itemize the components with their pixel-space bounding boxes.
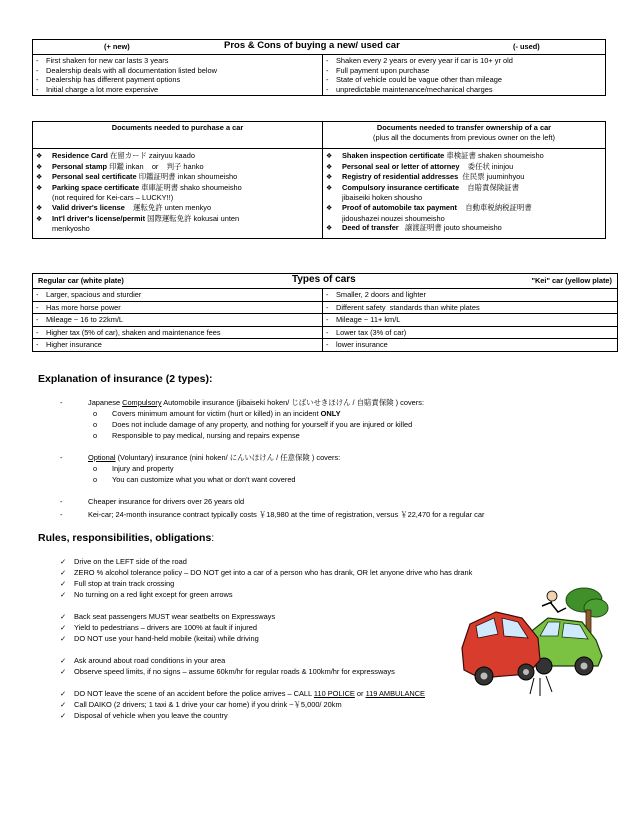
list-item: - unpredictable maintenance/mechanical charges — [326, 84, 493, 94]
checkmark-icon: ✓ — [60, 634, 67, 643]
table-row: - Higher tax (5% of car), shaken and maintenance fees — [33, 326, 323, 339]
diamond-bullet-icon — [36, 172, 52, 183]
list-item: - Dealership has different payment options — [36, 75, 181, 85]
list-item: - Cheaper insurance for drivers over 26 years old — [60, 497, 245, 506]
list-item: - Kei-car; 24-month insurance contract typically costs ￥18,980 at the time of registration, versus ￥22,470 for a regular car — [60, 510, 485, 519]
list-item: - State of vehicle could be vague other than mileage — [326, 75, 502, 85]
table-row: - Mileage ~ 11+ km/L — [323, 314, 618, 327]
checkmark-icon: ✓ — [60, 557, 67, 566]
list-item: o Injury and property — [93, 464, 174, 473]
car-types-table — [32, 273, 618, 352]
diamond-bullet-icon — [326, 151, 342, 162]
list-item: ❖Proof of automobile tax payment 自動車税納税証明書 — [326, 203, 602, 214]
checkmark-icon: ✓ — [60, 689, 67, 698]
diamond-bullet-icon — [36, 162, 52, 173]
list-item: o Covers minimum amount for victim (hurt or killed) in an incident ONLY — [93, 409, 341, 418]
list-item: ✓ Yield to pedestrians – drivers are 100% at fault if injured — [60, 623, 257, 632]
car-types-header — [33, 274, 618, 289]
checkmark-icon: ✓ — [60, 568, 67, 577]
regular-car-label: Regular car (white plate) — [38, 276, 124, 285]
diamond-bullet-icon — [36, 203, 52, 214]
list-item: ❖Compulsory insurance certificate 自賠責保険証書 — [326, 183, 602, 194]
list-item: ✓ ZERO % alcohol tolerance policy – DO NOT get into a car of a person who has drank, OR let anyone drive who has drank — [60, 568, 473, 577]
used-label: (- used) — [513, 42, 540, 51]
list-item: ❖Parking space certificate 車庫証明書 shako shoumeisho — [36, 183, 319, 194]
list-item: ❖Deed of transfer 譲渡証明書 jouto shoumeisho — [326, 223, 602, 234]
list-item: ✓ DO NOT leave the scene of an accident before the police arrives – CALL 110 POLICE or 119 AMBULANCE — [60, 689, 425, 698]
purchase-docs-title: Documents needed to purchase a car — [111, 123, 244, 132]
table-row: - Larger, spacious and sturdier — [33, 289, 323, 302]
diamond-bullet-icon — [326, 162, 342, 173]
table-row: - Smaller, 2 doors and lighter — [323, 289, 618, 302]
car-types-title: Types of cars — [292, 274, 356, 285]
insurance-heading: Explanation of insurance (2 types): — [38, 373, 213, 385]
rules-heading: Rules, responsibilities, obligations: — [38, 532, 215, 544]
new-car-list — [33, 55, 323, 96]
checkmark-icon: ✓ — [60, 579, 67, 588]
list-item-continuation: (not required for Kei-cars – LUCKY!!) — [52, 193, 174, 203]
checkmark-icon: ✓ — [60, 667, 67, 676]
list-item: ✓ Disposal of vehicle when you leave the country — [60, 711, 228, 720]
list-item: ✓ Drive on the LEFT side of the road — [60, 557, 187, 566]
checkmark-icon: ✓ — [60, 700, 67, 709]
car-crash-illustration — [456, 582, 616, 702]
list-item: - Initial charge a lot more expensive — [36, 84, 159, 94]
kei-car-label: "Kei" car (yellow plate) — [531, 276, 612, 285]
crash-lines-icon — [530, 676, 552, 696]
checkmark-icon: ✓ — [60, 711, 67, 720]
purchase-docs-header — [33, 122, 323, 149]
pros-cons-title: Pros & Cons of buying a new/ used car — [224, 40, 400, 51]
diamond-bullet-icon — [326, 183, 342, 194]
list-item-continuation: jidoushazei nouzei shoumeisho — [342, 213, 445, 223]
list-item: ✓ Full stop at train track crossing — [60, 579, 175, 588]
list-item: ✓ No turning on a red light except for green arrows — [60, 590, 233, 599]
table-row: - Higher insurance — [33, 339, 323, 352]
list-item: ❖Int'l driver's license/permit 国際運転免許 kokusai unten — [36, 214, 319, 225]
list-item-continuation: jibaiseiki hoken shousho — [342, 193, 423, 203]
compulsory-insurance-line: - Japanese Compulsory Automobile insurance (jibaiseki hoken/ じばいせきほけん / 自賠責保険 ) covers: — [60, 398, 424, 407]
list-item: ❖Residence Card 在留カード zairyuu kaado — [36, 151, 319, 162]
table-row: - Lower tax (3% of car) — [323, 326, 618, 339]
list-item: ✓ Ask around about road conditions in your area — [60, 656, 226, 665]
transfer-docs-header — [323, 122, 606, 149]
list-item: - Shaken every 2 years or every year if car is 10+ yr old — [326, 56, 513, 65]
checkmark-icon: ✓ — [60, 612, 67, 621]
list-item: ❖Personal stamp 印鑑 inkan or 判子 hanko — [36, 162, 319, 173]
list-item: o You can customize what you what or don't want covered — [93, 475, 296, 484]
transfer-docs-subtitle: (plus all the documents from previous owner on the left) — [373, 132, 555, 142]
list-item: ✓ Observe speed limits, if no signs – assume 60km/hr for regular roads & 100km/hr for expressways — [60, 667, 395, 676]
diamond-bullet-icon — [326, 172, 342, 183]
list-item: ❖Valid driver's license 運転免許 unten menkyo — [36, 203, 319, 214]
list-item: ✓ Call DAIKO (2 drivers; 1 taxi & 1 drive your car home) if you drink ~￥5,000/ 20km — [60, 700, 342, 709]
optional-insurance-line: - Optional (Voluntary) insurance (nini hoken/ にんいほけん / 任意保険 ) covers: — [60, 453, 341, 462]
table-row: - Has more horse power — [33, 301, 323, 314]
new-label: (+ new) — [104, 42, 130, 51]
used-car-list — [323, 55, 606, 96]
table-row: - Mileage ~ 16 to 22km/L — [33, 314, 323, 327]
list-item: ❖Personal seal or letter of attorney 委任状 ininjou — [326, 162, 602, 173]
list-item: o Responsible to pay medical, nursing and repairs expense — [93, 431, 300, 440]
list-item-continuation: menkyosho — [52, 224, 90, 234]
diamond-bullet-icon — [36, 183, 52, 194]
pros-cons-header — [33, 40, 606, 55]
transfer-docs-title: Documents needed to transfer ownership of a car — [376, 123, 552, 132]
list-item: - Full payment upon purchase — [326, 65, 430, 75]
documents-table — [32, 121, 606, 239]
list-item: ❖Shaken inspection certificate 車検証書 shaken shoumeisho — [326, 151, 602, 162]
diamond-bullet-icon — [36, 214, 52, 225]
pros-cons-table — [32, 39, 606, 96]
list-item: ✓ DO NOT use your hand-held mobile (keitai) while driving — [60, 634, 259, 643]
red-car-icon — [462, 612, 540, 685]
diamond-bullet-icon — [326, 223, 342, 234]
table-row: - lower insurance — [323, 339, 618, 352]
purchase-docs-list — [33, 149, 323, 239]
table-row: - Different safety standards than white plates — [323, 301, 618, 314]
diamond-bullet-icon — [36, 151, 52, 162]
diamond-bullet-icon — [326, 203, 342, 214]
list-item: ❖Registry of residential addresses 住民票 juuminhyou — [326, 172, 602, 183]
list-item: ❖Personal seal certificate 印鑑証明書 inkan shoumeisho — [36, 172, 319, 183]
list-item: - First shaken for new car lasts 3 years — [36, 56, 169, 65]
checkmark-icon: ✓ — [60, 590, 67, 599]
list-item: ✓ Back seat passengers MUST wear seatbelts on Expressways — [60, 612, 276, 621]
driver-figure-icon — [542, 591, 566, 612]
checkmark-icon: ✓ — [60, 656, 67, 665]
checkmark-icon: ✓ — [60, 623, 67, 632]
list-item: - Dealership deals with all documentation listed below — [36, 65, 217, 75]
transfer-docs-list — [323, 149, 606, 239]
list-item: o Does not include damage of any property, and nothing for yourself if you are injured or killed — [93, 420, 413, 429]
